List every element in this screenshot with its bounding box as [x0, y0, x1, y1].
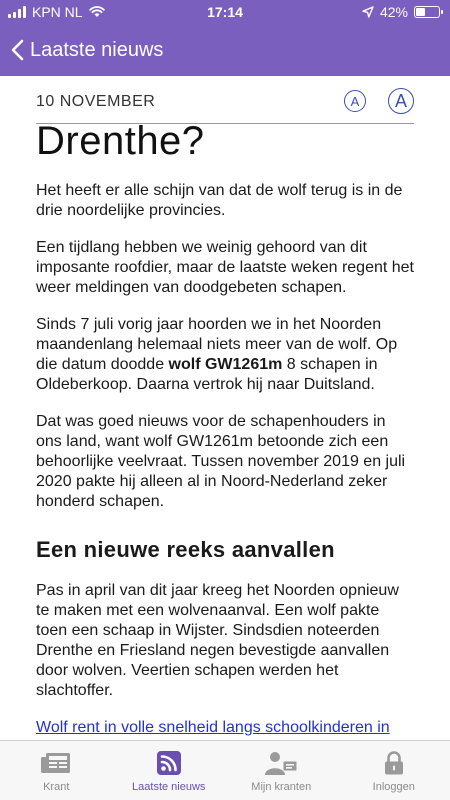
tab-laatste-nieuws-label: Laatste nieuws [132, 781, 206, 793]
padlock-icon [384, 751, 404, 775]
tab-mijn-kranten[interactable] [225, 741, 338, 800]
tab-laatste-nieuws[interactable] [113, 741, 226, 800]
article-meta-row [36, 76, 414, 124]
article-date: 10 NOVEMBER [36, 93, 156, 110]
battery-icon [414, 6, 440, 18]
back-button[interactable] [0, 39, 163, 62]
tab-krant-label: Krant [43, 781, 70, 793]
paragraph-3-end: 8 schapen in Oldeberkoop. Daarna vertrok hij naar Duitsland. [36, 356, 378, 393]
newspaper-icon [40, 751, 72, 775]
tab-inloggen-label: Inloggen [372, 781, 415, 793]
location-arrow-icon [362, 6, 374, 18]
person-card-icon [264, 751, 298, 775]
status-right [362, 4, 440, 20]
tab-bar [0, 740, 450, 800]
tab-inloggen[interactable] [338, 741, 450, 800]
font-large-icon: A [394, 90, 407, 111]
decrease-font-size-button[interactable] [344, 90, 366, 112]
font-small-icon: A [350, 93, 360, 109]
battery-percentage: 42% [379, 4, 408, 20]
paragraph-4: Dat was goed nieuws voor de schapenhouders in ons land, want wolf GW1261m betoonde zich een behoorlijke veelvraat. Tussen november 2019 en juli 2020 pakte hij alleen al in Noord-Nederland zeker honderd schapen. [36, 413, 406, 510]
article[interactable] [0, 76, 450, 740]
paragraph-3-bold: wolf GW1261m [168, 356, 283, 373]
paragraph-1: Het heeft er alle schijn van dat de wolf terug is in de drie noordelijke provincies. [36, 182, 403, 219]
tab-krant[interactable] [0, 741, 113, 800]
article-subheading: Een nieuwe reeks aanvallen [36, 537, 335, 562]
back-button-label: Laatste nieuws [30, 38, 164, 61]
rss-feed-icon [157, 751, 181, 775]
related-article-link[interactable]: Wolf rent in volle snelheid langs schoolkinderen in [36, 719, 390, 736]
paragraph-3-start: Sinds 7 juli vorig jaar hoorden we in het Noorden maandenlang helemaal niets meer van de wolf. Op die datum doodde [36, 316, 398, 373]
related-article-paragraph [36, 718, 414, 740]
tab-mijn-kranten-label: Mijn kranten [251, 781, 312, 793]
chevron-left-icon [10, 39, 24, 61]
article-title: Drenthe? [36, 119, 205, 163]
increase-font-size-button[interactable] [388, 88, 414, 114]
carrier-name: KPN NL [32, 4, 83, 20]
paragraph-5: Pas in april van dit jaar kreeg het Noorden opnieuw te maken met een wolvenaanval. Een wolf pakte toen een schaap in Wijster. Sindsdien noteerden Drenthe en Friesland negen bevestigde aanvallen door wolven. Veertien schapen werden het slachtoffer. [36, 582, 399, 699]
status-time: 17:14 [207, 4, 243, 20]
paragraph-2: Een tijdlang hebben we weinig gehoord van dit imposante roofdier, maar de laatste weken regent het weer meldingen van doodgebeten schapen. [36, 239, 414, 296]
paragraph-3 [36, 315, 414, 395]
navigation-bar [0, 24, 450, 76]
status-bar [0, 0, 450, 24]
